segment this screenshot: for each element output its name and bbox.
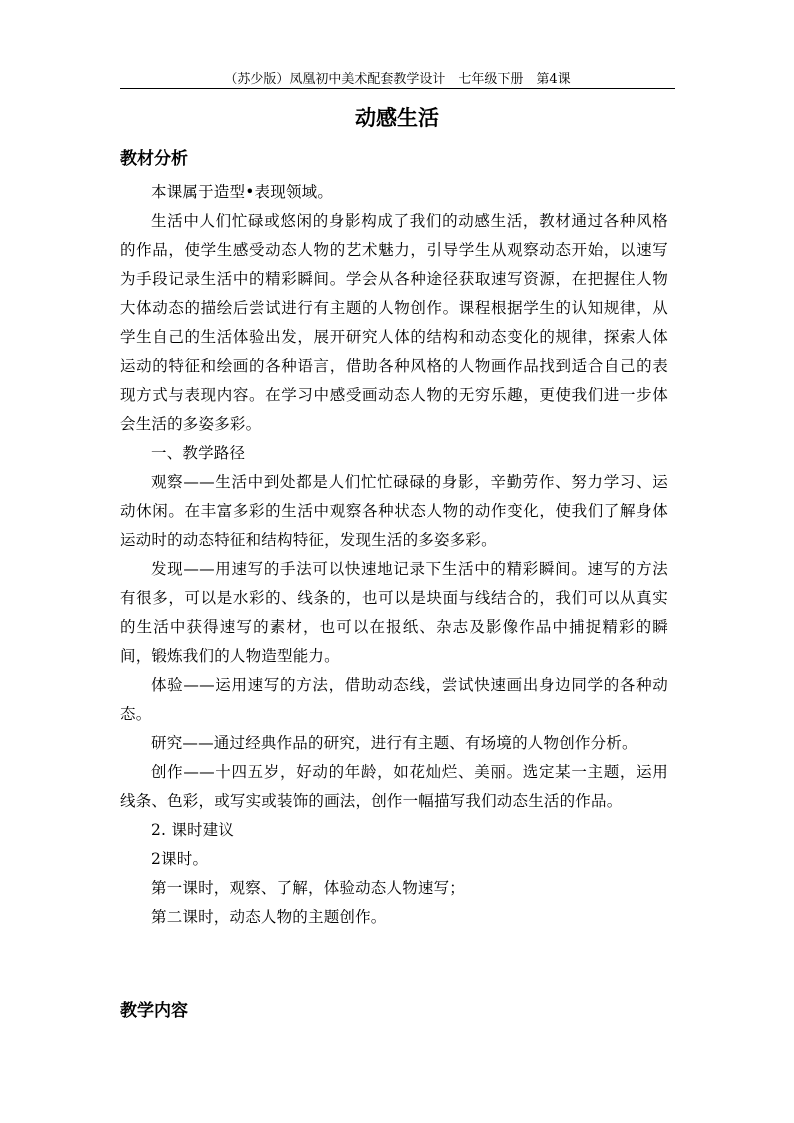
paragraph-path-heading: 一、教学路径 [151, 444, 246, 462]
paragraph-experience: 体验——运用速写的方法，借助动态线，尝试快速画出身边同学的各种动态。 [120, 676, 668, 723]
paragraph-create: 创作——十四五岁，好动的年龄，如花灿烂、美丽。选定某一主题，运用线条、色彩，或写实或装饰的画法，创作一幅描写我们动态生活的作品。 [120, 763, 668, 810]
page-header: （苏少版）凤凰初中美术配套教学设计 七年级下册 第4课 [224, 72, 571, 87]
body-text [120, 178, 668, 932]
paragraph-discover: 发现——用速写的手法可以快速地记录下生活中的精彩瞬间。速写的方法有很多，可以是水彩的、线条的，也可以是块面与线结合的，我们可以从真实的生活中获得速写的素材，也可以在报纸、杂志及影像作品中捕捉精彩的瞬间，锻炼我们的人物造型能力。 [120, 560, 668, 665]
paragraph-research: 研究——通过经典作品的研究，进行有主题、有场境的人物创作分析。 [151, 734, 638, 752]
paragraph-lesson-one: 第一课时，观察、了解，体验动态人物速写； [151, 879, 466, 897]
paragraph-lesson-two: 第二课时，动态人物的主题创作。 [151, 908, 387, 926]
paragraph-observe: 观察——生活中到处都是人们忙忙碌碌的身影，辛勤劳作、努力学习、运动休闲。在丰富多彩的生活中观察各种状态人物的动作变化，使我们了解身体运动时的动态特征和结构特征，发现生活的多姿多彩。 [120, 473, 668, 549]
paragraph-hours-heading: 2. 课时建议 [151, 821, 235, 839]
paragraph-overview: 生活中人们忙碌或悠闲的身影构成了我们的动感生活，教材通过各种风格的作品，使学生感受动态人物的艺术魅力，引导学生从观察动态开始，以速写为手段记录生活中的精彩瞬间。学会从各种途径获取速写资源，在把握住人物大体动态的描绘后尝试进行有主题的人物创作。课程根据学生的认知规律，从学生自己的生活体验出发，展开研究人体的结构和动态变化的规律，探索人体运动的特征和绘画的各种语言，借助各种风格的人物画作品找到适合自己的表现方式与表现内容。在学习中感受画动态人物的无穷乐趣，更使我们进一步体会生活的多姿多彩。 [120, 212, 668, 433]
document-title: 动感生活 [355, 106, 439, 130]
section-heading-analysis: 教材分析 [120, 149, 188, 169]
paragraph-domain: 本课属于造型•表现领域。 [151, 183, 334, 201]
paragraph-hours: 2课时。 [151, 850, 209, 868]
section-heading-content: 教学内容 [120, 1001, 188, 1021]
header-divider [120, 88, 675, 89]
